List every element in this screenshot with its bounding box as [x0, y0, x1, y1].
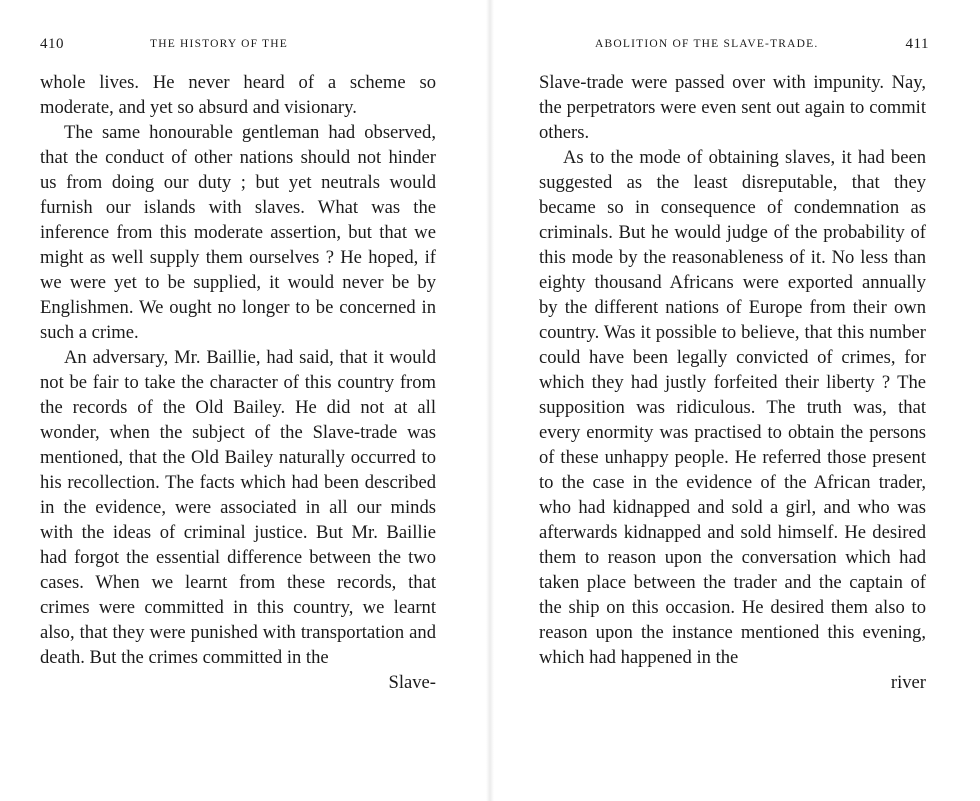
left-page-body	[40, 70, 436, 695]
left-paragraph-1: whole lives. He never heard of a scheme so moderate, and yet so absurd and visionary.	[40, 72, 436, 118]
left-page-number: 410	[40, 36, 64, 52]
right-page-body	[539, 70, 926, 695]
left-catchword: Slave-	[388, 672, 436, 693]
right-page-header	[539, 38, 929, 58]
right-catchword: river	[890, 672, 926, 693]
right-page	[490, 0, 980, 801]
left-running-head: THE HISTORY OF THE	[150, 38, 288, 50]
right-page-number: 411	[905, 36, 929, 52]
right-paragraph-2: As to the mode of obtaining slaves, it had been suggested as the least disreputable, that they became so in consequence of condemnation as criminals. But he would judge of the probability of this mode by the reasonableness of it. No less than eighty thousand Africans were exported annually by the different nations of Europe from their own country. Was it possible to believe, that this number could have been legally convicted of crimes, for which they had justly forfeited their liberty ? The supposition was ridiculous. The truth was, that every enormity was practised to obtain the persons of these unhappy people. He referred those present to the case in the evidence of the African trader, who had kidnapped and sold a girl, and who was afterwards kidnapped and sold himself. He desired them to reason upon the conversation which had taken place between the trader and the captain of the ship on this occasion. He desired them also to reason upon the instance mentioned this evening, which had happened in the	[539, 147, 926, 668]
left-paragraph-3: An adversary, Mr. Baillie, had said, that it would not be fair to take the character of this country from the records of the Old Bailey. He did not at all wonder, when the subject of the Slave-trade was mentioned, that the Old Bailey naturally occurred to his recollection. The facts which had been described in the evidence, were associated in all our minds with the ideas of criminal justice. But Mr. Baillie had forgot the essential difference between the two cases. When we learnt from these records, that crimes were committed in this country, we learnt also, that they were punished with transportation and death. But the crimes committed in the	[40, 347, 436, 668]
left-page-header	[40, 38, 440, 58]
right-paragraph-1: Slave-trade were passed over with impunity. Nay, the perpetrators were even sent out again to commit others.	[539, 72, 926, 143]
left-paragraph-2: The same honourable gentleman had observed, that the conduct of other nations should not hinder us from doing our duty ; but yet neutrals would furnish our islands with slaves. What was the inference from this moderate assertion, but that we might as well supply them ourselves ? He hoped, if we were yet to be supplied, it would never be by Englishmen. We ought no longer to be concerned in such a crime.	[40, 122, 436, 343]
right-running-head: ABOLITION OF THE SLAVE-TRADE.	[595, 38, 819, 50]
